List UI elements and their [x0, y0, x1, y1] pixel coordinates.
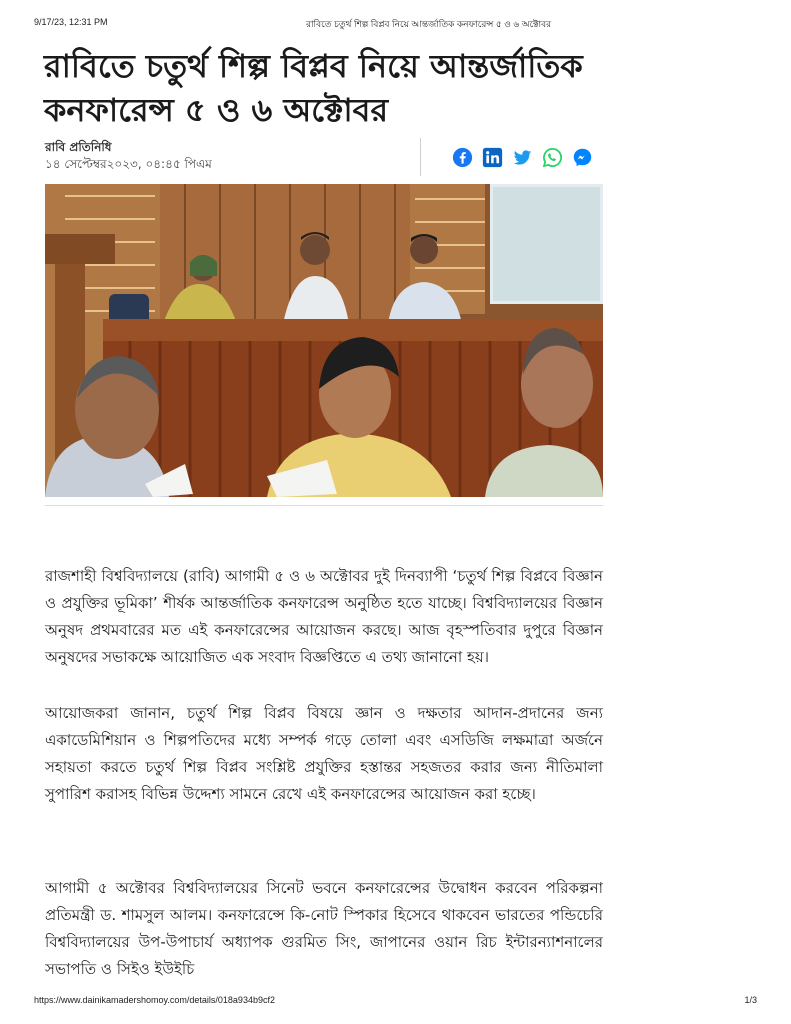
whatsapp-icon[interactable] — [542, 147, 563, 168]
page-number: 1/3 — [744, 995, 757, 1005]
messenger-icon[interactable] — [572, 147, 593, 168]
facebook-icon[interactable] — [452, 147, 473, 168]
article-paragraph-2: আয়োজকরা জানান, চতুর্থ শিল্প বিপ্লব বিষয়ে জ্ঞান ও দক্ষতার আদান-প্রদানের জন্য একাডেমিশিয়ান ও শিল্পপতিদের মধ্যে সম্পর্ক গড়ে তোলা এবং এসডিজি লক্ষমাত্রা অর্জনে সহায়তা করতে চতুর্থ শিল্প বিপ্লব সংশ্লিষ্ট প্রযুক্তির হস্তান্তর সহজতর করার জন্য নীতিমালা সুপারিশ করাসহ বিভিন্ন উদ্দেশ্য সামনে রেখে এই কনফারেন্সের আয়োজন করা হচ্ছে। — [45, 704, 603, 803]
article-photo — [45, 184, 603, 497]
byline-divider — [420, 138, 421, 176]
print-title: রাবিতে চতুর্থ শিল্প বিপ্লব নিয়ে আন্তর্জাতিক কনফারেন্স ৫ ও ৬ অক্টোবর — [306, 19, 552, 29]
print-header — [34, 17, 757, 31]
twitter-icon[interactable] — [512, 147, 533, 168]
publish-time: ১৪ সেপ্টেম্বর২০২৩, ০৪:৪৫ পিএম — [45, 157, 212, 171]
page-url[interactable]: https://www.dainikamadershomoy.com/details/018a934b9cf2 — [34, 995, 275, 1005]
article-headline: রাবিতে চতুর্থ শিল্প বিপ্লব নিয়ে আন্তর্জাতিক কনফারেন্স ৫ ও ৬ অক্টোবর — [44, 47, 583, 129]
article-paragraph-3: আগামী ৫ অক্টোবর বিশ্ববিদ্যালয়ের সিনেট ভবনে কনফারেন্সের উদ্বোধন করবেন পরিকল্পনা প্রতিমন্ত্রী ড. শামসুল আলম। কনফারেন্সে কি-নোট স্পিকার হিসেবে থাকবেন ভারতের পন্ডিচেরি বিশ্ববিদ্যালয়ের উপ-উপাচার্য অধ্যাপক গুরমিত সিং, জাপানের ওয়ান রিচ ইন্টারন্যাশনালের সভাপতি ও সিইও ইউইচি — [45, 879, 603, 978]
print-footer — [34, 995, 757, 1009]
byline — [45, 139, 212, 173]
photo-divider — [45, 505, 603, 506]
share-bar — [452, 147, 593, 168]
article-paragraph-1: রাজশাহী বিশ্ববিদ্যালয়ে (রাবি) আগামী ৫ ও ৬ অক্টোবর দুই দিনব্যাপী ‘চতুর্থ শিল্প বিপ্লবে বিজ্ঞান ও প্রযুক্তির ভূমিকা’ শীর্ষক আন্তর্জাতিক কনফারেন্স অনুষ্ঠিত হতে যাচ্ছে। বিশ্ববিদ্যালয়ের বিজ্ঞান অনুষদ প্রথমবারের মত এই কনফারেন্সের আয়োজন করছে। আজ বৃহস্পতিবার দুপুরে বিজ্ঞান অনুষদের সভাকক্ষে আয়োজিত এক সংবাদ বিজ্ঞপ্তিতে এ তথ্য জানানো হয়। — [45, 567, 603, 666]
author-name[interactable]: রাবি প্রতিনিধি — [45, 140, 112, 154]
print-date: 9/17/23, 12:31 PM — [34, 17, 108, 27]
linkedin-icon[interactable] — [482, 147, 503, 168]
